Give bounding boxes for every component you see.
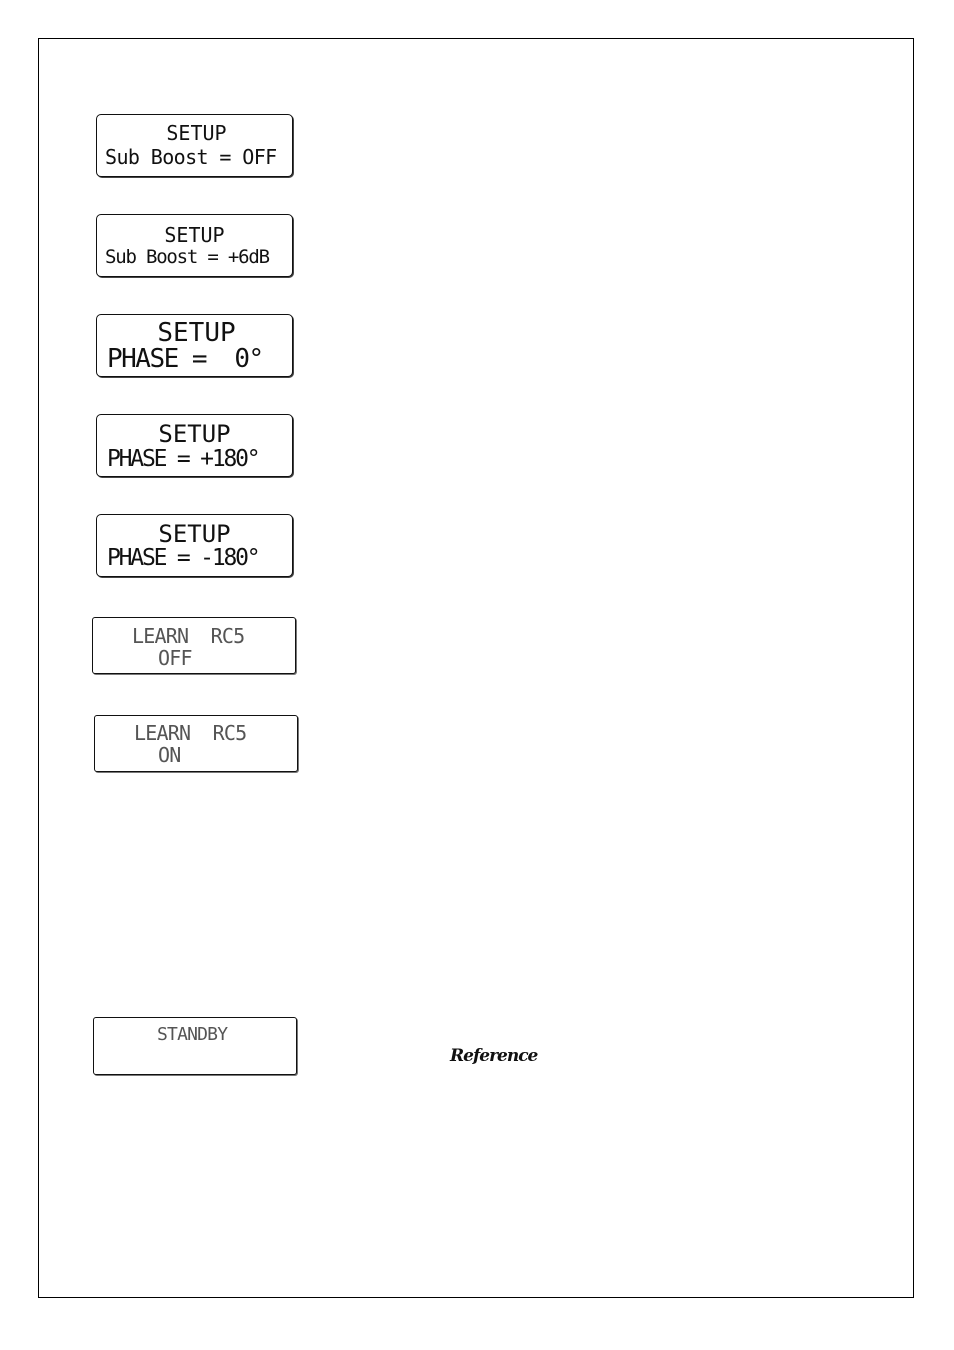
lcd-display-phase-plus-180 (96, 414, 293, 477)
lcd-line-1: SETUP (166, 121, 227, 145)
lcd-line-1: STANDBY (157, 1024, 228, 1045)
lcd-line-2: OFF (158, 646, 192, 670)
lcd-display-sub-boost-off (96, 114, 293, 177)
lcd-line-2: PHASE = +180° (107, 446, 259, 472)
lcd-line-1: SETUP (157, 318, 236, 348)
lcd-display-standby (93, 1017, 297, 1075)
lcd-line-2: Sub Boost = +6dB (105, 246, 269, 268)
lcd-display-learn-rc5-on (94, 715, 298, 772)
lcd-display-phase-0 (96, 314, 293, 377)
lcd-line-2: PHASE = -180° (107, 545, 259, 571)
lcd-line-1: SETUP (164, 223, 225, 247)
lcd-line-1: SETUP (158, 420, 231, 448)
lcd-line-1: LEARN RC5 (134, 721, 247, 745)
lcd-display-learn-rc5-off (92, 617, 296, 674)
lcd-line-1: SETUP (158, 520, 231, 548)
reference-wordmark: Reference (450, 1046, 538, 1066)
lcd-line-1: LEARN RC5 (132, 624, 245, 648)
lcd-line-2: Sub Boost = OFF (105, 145, 277, 169)
lcd-display-phase-minus-180 (96, 514, 293, 577)
lcd-line-2: ON (158, 743, 181, 767)
lcd-line-2: PHASE = 0° (107, 344, 263, 374)
lcd-display-sub-boost-6db (96, 214, 293, 277)
